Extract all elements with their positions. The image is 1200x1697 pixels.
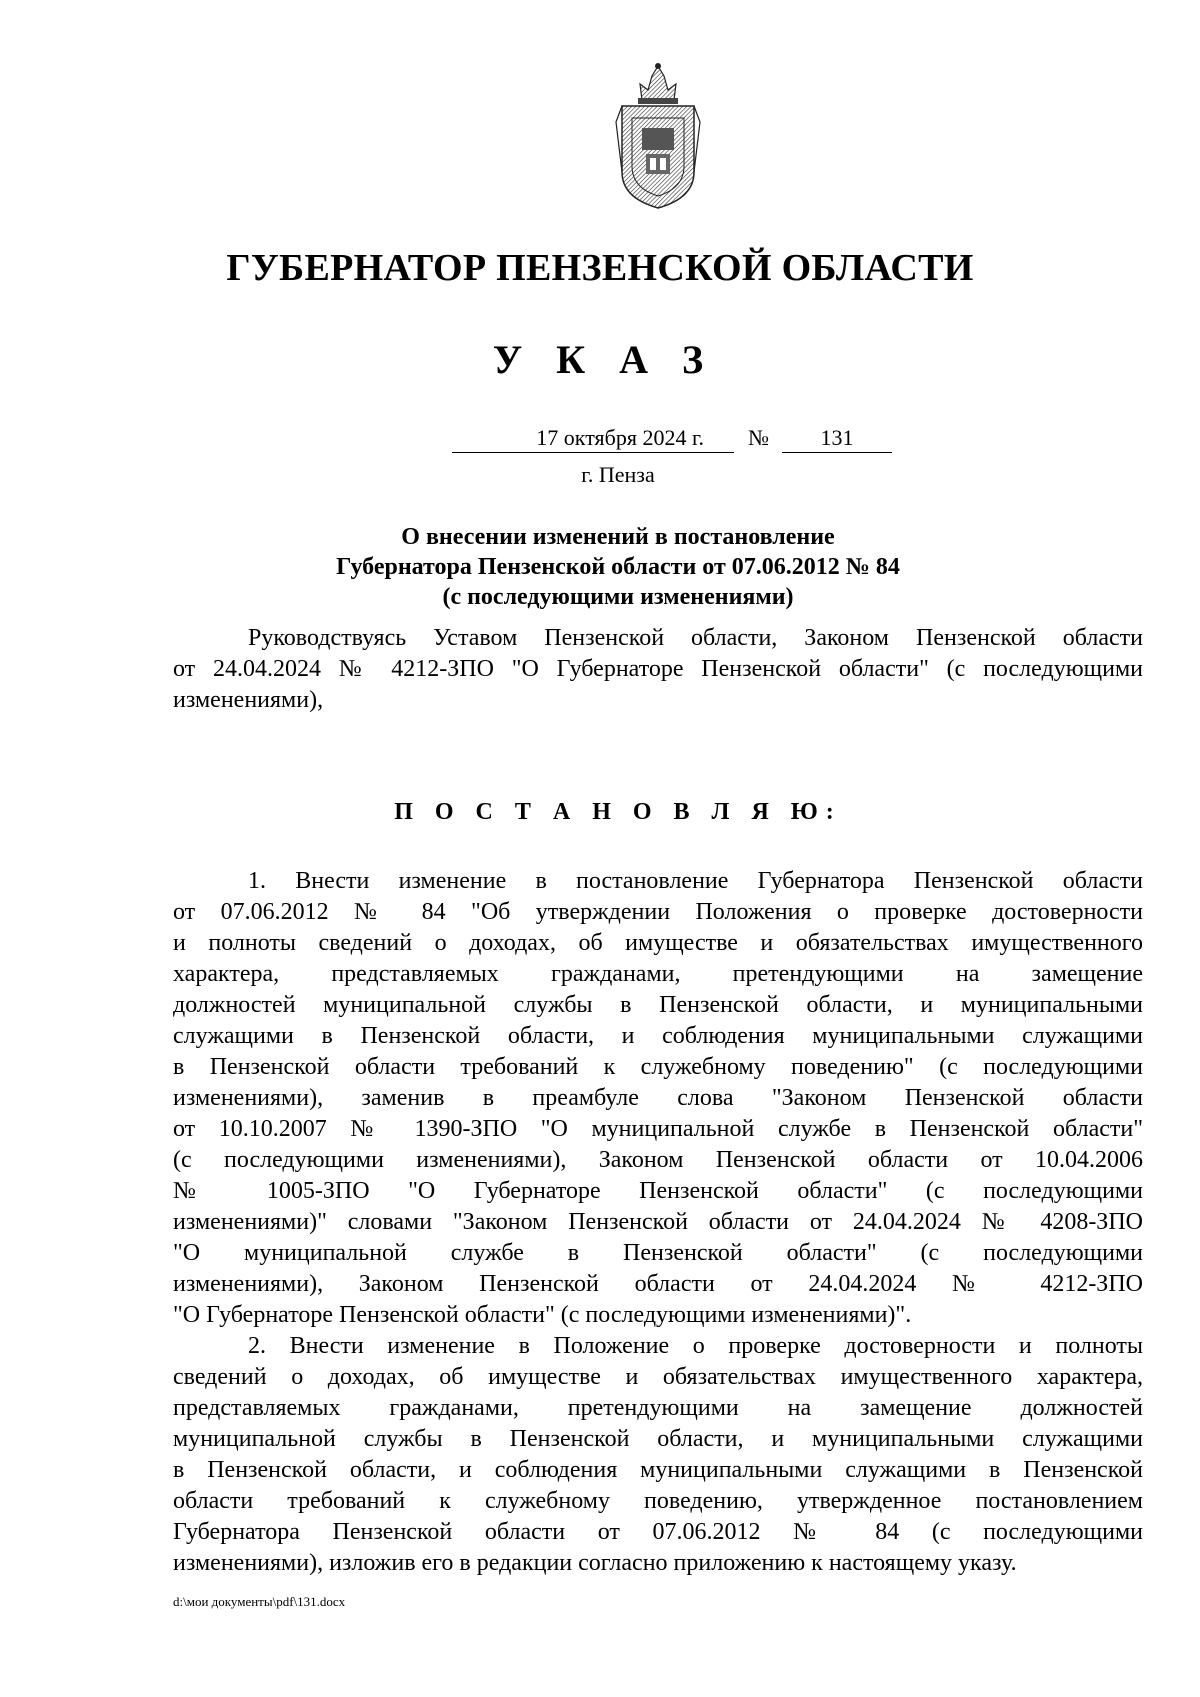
clause1-line: должностей муниципальной службы в Пензенской области, и муниципальными xyxy=(173,992,1143,1018)
document-subject xyxy=(0,522,1200,612)
subject-line: Губернатора Пензенской области от 07.06.2012 № 84 xyxy=(336,554,900,580)
footer-file-path: d:\мои документы\pdf\131.docx xyxy=(173,1594,346,1609)
clause1-line: изменениями), заменив в преамбуле слова "Законом Пензенской области xyxy=(173,1085,1143,1111)
city: г. Пенза xyxy=(581,462,655,487)
clause2-line: муниципальной службы в Пензенской области, и муниципальными служащими xyxy=(173,1426,1143,1452)
clause2-line: Губернатора Пензенской области от 07.06.2012 № 84 (с последующими xyxy=(173,1519,1143,1545)
clause1-line: 1. Внести изменение в постановление Губернатора Пензенской области xyxy=(248,868,1143,894)
subject-line: (с последующими изменениями) xyxy=(442,584,794,610)
decree-word: П О С Т А Н О В Л Я Ю: xyxy=(394,799,842,825)
clause2-line: 2. Внести изменение в Положение о проверке достоверности и полноты xyxy=(248,1333,1143,1359)
clause1-line: изменениями), Законом Пензенской области от 24.04.2024 № 4212-ЗПО xyxy=(173,1271,1143,1297)
clause1-line: служащими в Пензенской области, и соблюдения муниципальными служащими xyxy=(173,1023,1143,1049)
clause2-line: представляемых гражданами, претендующими на замещение должностей xyxy=(173,1395,1143,1421)
clause1-line: от 10.10.2007 № 1390-ЗПО "О муниципальной службе в Пензенской области" xyxy=(173,1116,1143,1142)
clause1-line: № 1005-ЗПО "О Губернаторе Пензенской области" (с последующими xyxy=(173,1178,1143,1204)
subject-line: О внесении изменений в постановление xyxy=(401,524,835,550)
document-date: 17 октября 2024 г. xyxy=(452,424,734,453)
clause2-line: в Пензенской области, и соблюдения муниципальными служащими в Пензенской xyxy=(173,1457,1143,1483)
document-number: 131 xyxy=(782,424,892,453)
clause2-line: сведений о доходах, об имуществе и обязательствах имущественного характера, xyxy=(173,1364,1143,1390)
coat-of-arms-emblem xyxy=(612,62,704,210)
issuer-title: ГУБЕРНАТОР ПЕНЗЕНСКОЙ ОБЛАСТИ xyxy=(226,247,974,289)
clause2-line: изменениями), изложив его в редакции согласно приложению к настоящему указу. xyxy=(173,1550,1017,1576)
clause1-line: (с последующими изменениями), Законом Пензенской области от 10.04.2006 xyxy=(173,1147,1143,1173)
document-type: У К А З xyxy=(492,337,716,382)
clause1-line: характера, представляемых гражданами, претендующими на замещение xyxy=(173,961,1143,987)
clause1-line: "О муниципальной службе в Пензенской области" (с последующими xyxy=(173,1240,1143,1266)
clause1-line: изменениями)" словами "Законом Пензенской области от 24.04.2024 № 4208-ЗПО xyxy=(173,1209,1143,1235)
date-number-line xyxy=(452,424,892,454)
clause2-line: области требований к служебному поведению, утвержденное постановлением xyxy=(173,1488,1143,1514)
clause1-line: от 07.06.2012 № 84 "Об утверждении Положения о проверке достоверности xyxy=(173,899,1143,925)
clause1-line: в Пензенской области требований к служебному поведению" (с последующими xyxy=(173,1054,1143,1080)
preamble-line: Руководствуясь Уставом Пензенской области, Законом Пензенской области xyxy=(248,625,1143,651)
number-sign: № xyxy=(748,425,769,450)
clause1-line: и полноты сведений о доходах, об имуществе и обязательствах имущественного xyxy=(173,930,1143,956)
preamble-line: изменениями), xyxy=(173,687,324,713)
clause1-line: "О Губернаторе Пензенской области" (с последующими изменениями)". xyxy=(173,1302,912,1328)
preamble-line: от 24.04.2024 № 4212-ЗПО "О Губернаторе Пензенской области" (с последующими xyxy=(173,656,1143,682)
